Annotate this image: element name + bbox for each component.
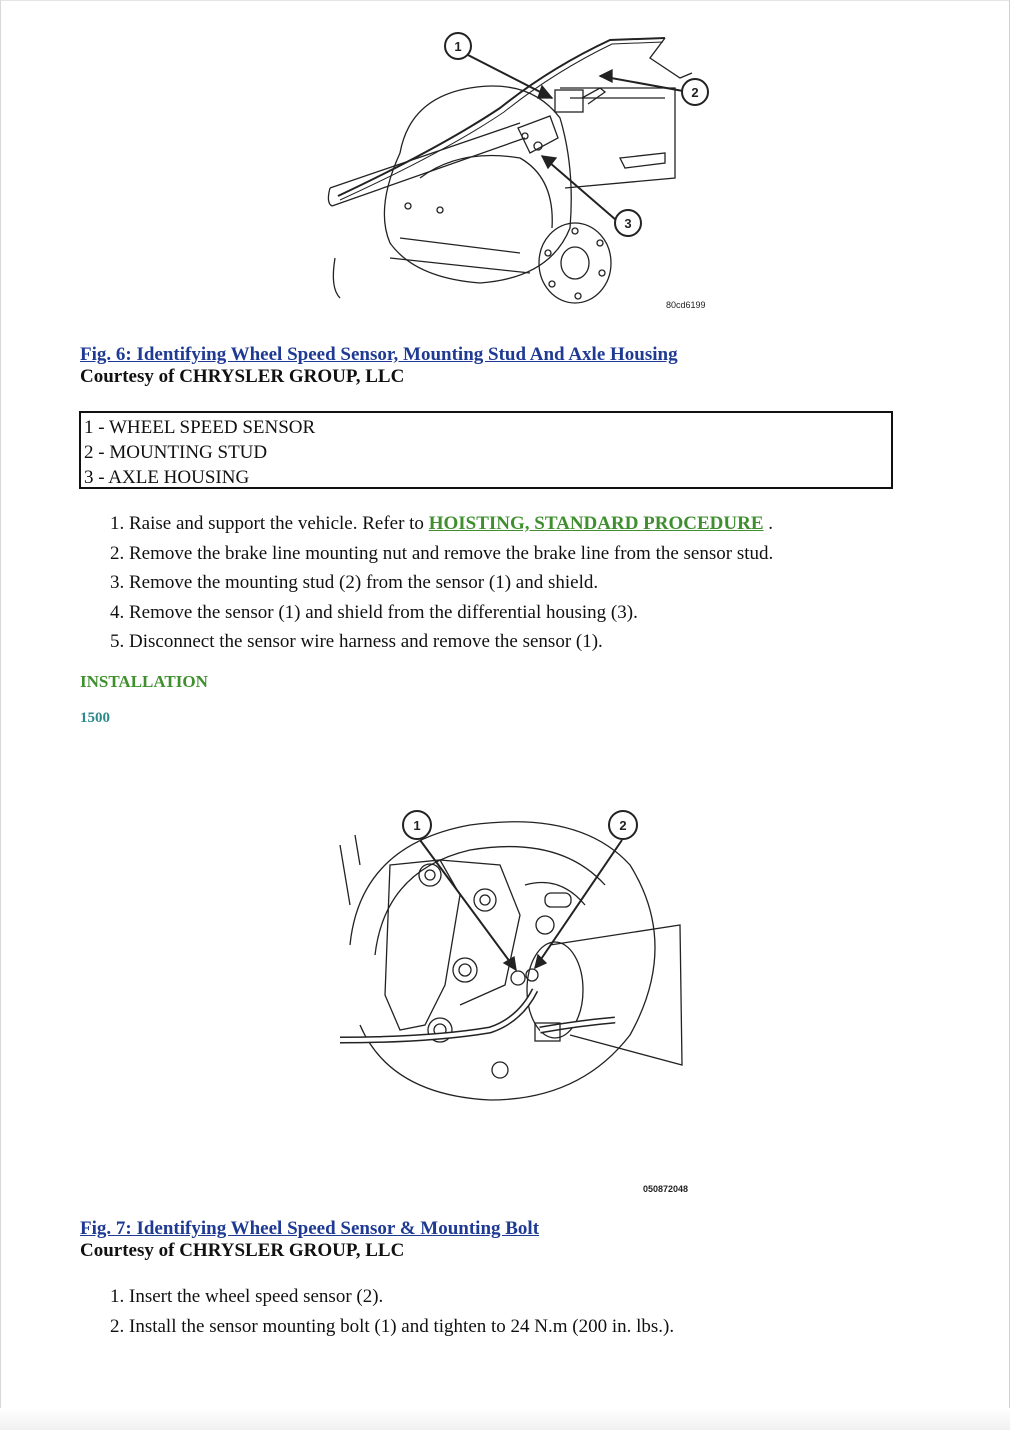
- hoisting-procedure-link[interactable]: HOISTING, STANDARD PROCEDURE: [428, 513, 764, 534]
- list-item: 1. Insert the wheel speed sensor (2).: [110, 1286, 384, 1307]
- list-item: 3. Remove the mounting stud (2) from the sensor (1) and shield.: [110, 572, 599, 593]
- figure-7-code: 050872048: [643, 1184, 689, 1194]
- figure-7-caption-link[interactable]: Fig. 7: Identifying Wheel Speed Sensor & Mounting Bolt: [80, 1218, 540, 1239]
- legend-item: 3 - AXLE HOUSING: [84, 467, 250, 488]
- model-subheading: 1500: [80, 710, 110, 726]
- figure-6-legend: [79, 411, 893, 489]
- list-item: 4. Remove the sensor (1) and shield from the differential housing (3).: [110, 601, 638, 623]
- list-item: 5. Disconnect the sensor wire harness and remove the sensor (1).: [110, 631, 603, 652]
- list-item: 2. Remove the brake line mounting nut and remove the brake line from the sensor stud.: [110, 542, 774, 564]
- page-bottom-edge: [0, 1408, 1010, 1430]
- installation-heading: INSTALLATION: [80, 672, 208, 691]
- list-item: 1. Raise and support the vehicle. Refer to HOISTING, STANDARD PROCEDURE .: [110, 513, 774, 534]
- figure-6-code: 80cd6199: [666, 300, 706, 310]
- figure-7-caption: [80, 1218, 539, 1262]
- figure-7-illustration: [330, 805, 690, 1110]
- removal-steps: [110, 509, 773, 657]
- figure-6-courtesy: Courtesy of CHRYSLER GROUP, LLC: [80, 366, 405, 387]
- figure-6-illustration: [320, 28, 720, 318]
- legend-item: 1 - WHEEL SPEED SENSOR: [84, 417, 316, 438]
- figure-6-caption-link[interactable]: Fig. 6: Identifying Wheel Speed Sensor, Mounting Stud And Axle Housing: [80, 344, 678, 365]
- figure-7-courtesy: Courtesy of CHRYSLER GROUP, LLC: [80, 1240, 405, 1261]
- figure-6-caption: [80, 344, 678, 388]
- legend-item: 2 - MOUNTING STUD: [84, 442, 268, 463]
- list-item: 2. Install the sensor mounting bolt (1) and tighten to 24 N.m (200 in. lbs.).: [110, 1315, 675, 1337]
- fig6-callout-1: 1: [454, 39, 462, 54]
- fig7-callout-2: 2: [619, 818, 627, 833]
- install-steps: [110, 1282, 674, 1341]
- fig6-callout-2: 2: [691, 85, 699, 100]
- fig7-callout-1: 1: [413, 818, 421, 833]
- fig6-callout-3: 3: [624, 216, 632, 231]
